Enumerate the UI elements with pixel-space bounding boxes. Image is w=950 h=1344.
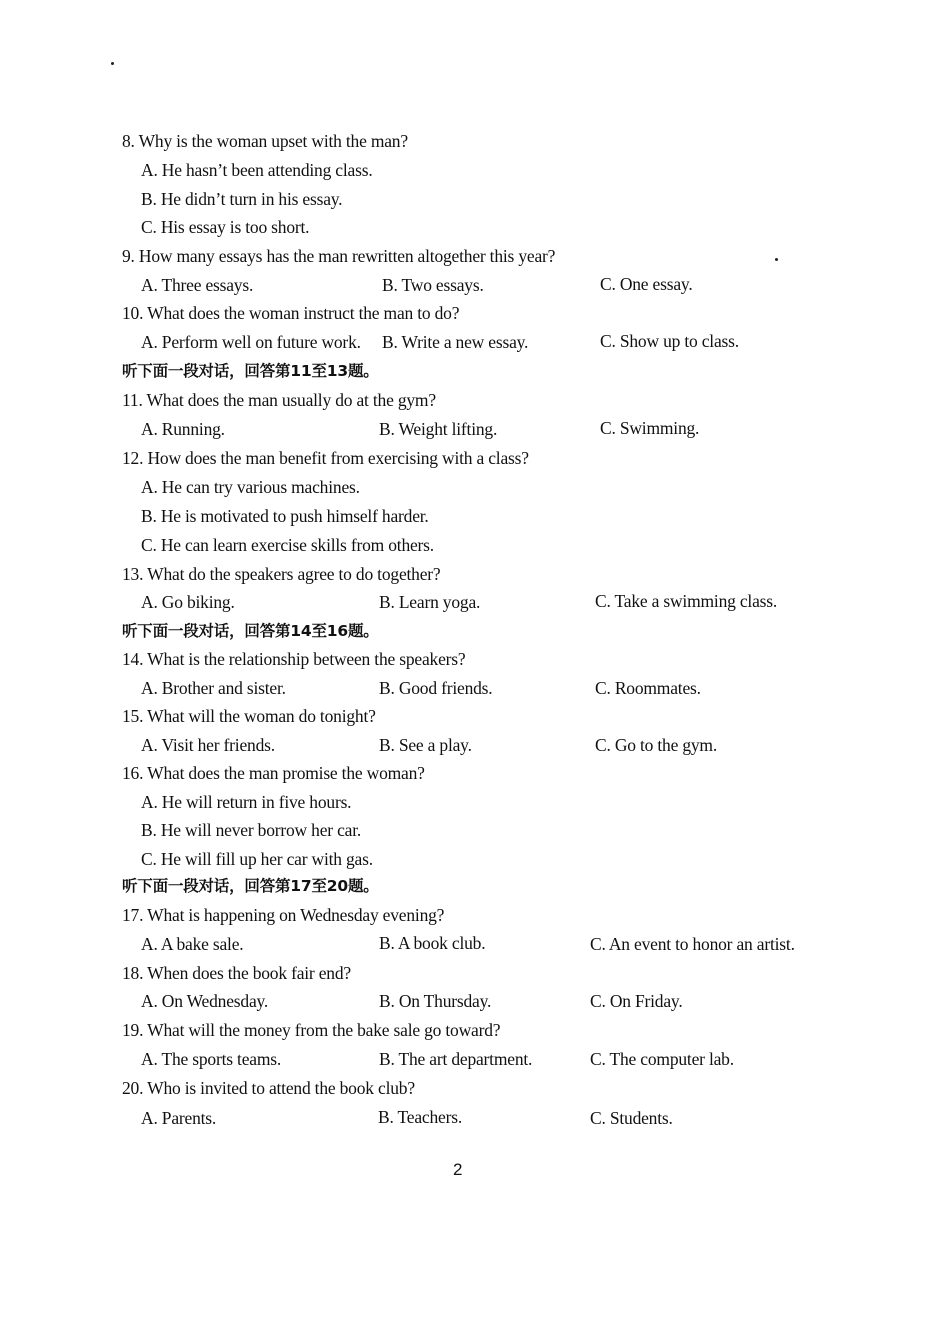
option: A. He can try various machines. xyxy=(141,477,360,497)
option: B. He didn’t turn in his essay. xyxy=(141,189,343,209)
option: A. A bake sale. xyxy=(141,934,244,954)
question-stem: 8. Why is the woman upset with the man? xyxy=(122,131,408,151)
option: C. He will fill up her car with gas. xyxy=(141,849,373,869)
option: B. Write a new essay. xyxy=(382,332,529,352)
question-stem: 18. When does the book fair end? xyxy=(122,963,351,983)
question-stem: 13. What do the speakers agree to do together? xyxy=(122,564,441,584)
option: A. Three essays. xyxy=(141,275,254,295)
option: B. A book club. xyxy=(379,933,486,953)
option: A. Visit her friends. xyxy=(141,735,275,755)
option: B. Two essays. xyxy=(382,275,484,295)
option: C. Show up to class. xyxy=(600,331,739,351)
option: A. He will return in five hours. xyxy=(141,792,352,812)
section-header: 听下面一段对话，回答第14至16题。 xyxy=(122,622,379,640)
option: A. He hasn’t been attending class. xyxy=(141,160,373,180)
option: C. On Friday. xyxy=(590,991,683,1011)
scan-speck xyxy=(111,62,114,65)
option: C. Go to the gym. xyxy=(595,735,718,755)
section-header: 听下面一段对话，回答第17至20题。 xyxy=(122,877,379,895)
option: A. Go biking. xyxy=(141,592,235,612)
question-stem: 9. How many essays has the man rewritten altogether this year? xyxy=(122,246,556,266)
question-stem: 11. What does the man usually do at the gym? xyxy=(122,390,436,410)
option: C. Roommates. xyxy=(595,678,701,698)
option: B. See a play. xyxy=(379,735,472,755)
question-stem: 12. How does the man benefit from exercising with a class? xyxy=(122,448,529,468)
option: B. Teachers. xyxy=(378,1107,463,1127)
question-stem: 20. Who is invited to attend the book club? xyxy=(122,1078,415,1098)
option: C. Swimming. xyxy=(600,418,700,438)
question-stem: 17. What is happening on Wednesday evening? xyxy=(122,905,445,925)
option: C. An event to honor an artist. xyxy=(590,934,795,954)
option: A. The sports teams. xyxy=(141,1049,282,1069)
page-number: 2 xyxy=(453,1160,463,1179)
option: B. Good friends. xyxy=(379,678,493,698)
option: B. He is motivated to push himself harder. xyxy=(141,506,429,526)
option: A. Parents. xyxy=(141,1108,217,1128)
option: B. Weight lifting. xyxy=(379,419,498,439)
option: A. On Wednesday. xyxy=(141,991,269,1011)
question-stem: 15. What will the woman do tonight? xyxy=(122,706,376,726)
option: B. The art department. xyxy=(379,1049,533,1069)
option: B. He will never borrow her car. xyxy=(141,820,362,840)
option: A. Brother and sister. xyxy=(141,678,286,698)
question-stem: 16. What does the man promise the woman? xyxy=(122,763,425,783)
option: C. Take a swimming class. xyxy=(595,591,778,611)
option: C. One essay. xyxy=(600,274,693,294)
option: A. Perform well on future work. xyxy=(141,332,361,352)
option: C. His essay is too short. xyxy=(141,217,310,237)
option: C. Students. xyxy=(590,1108,673,1128)
section-header: 听下面一段对话，回答第11至13题。 xyxy=(122,362,379,380)
option: C. The computer lab. xyxy=(590,1049,734,1069)
question-stem: 19. What will the money from the bake sale go toward? xyxy=(122,1020,501,1040)
question-stem: 14. What is the relationship between the speakers? xyxy=(122,649,466,669)
option: C. He can learn exercise skills from others. xyxy=(141,535,434,555)
option: B. On Thursday. xyxy=(379,991,492,1011)
option: B. Learn yoga. xyxy=(379,592,481,612)
option: A. Running. xyxy=(141,419,225,439)
scan-speck xyxy=(775,258,778,261)
question-stem: 10. What does the woman instruct the man to do? xyxy=(122,303,460,323)
